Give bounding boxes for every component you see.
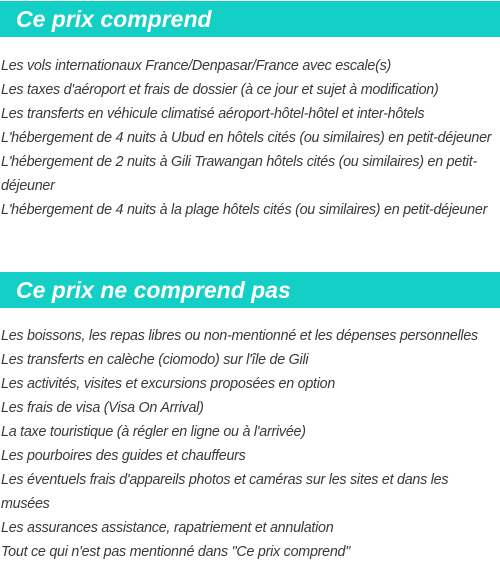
list-item: Les activités, visites et excursions proposées en option — [1, 376, 336, 392]
list-item: L'hébergement de 4 nuits à Ubud en hôtels cités (ou similaires) en petit-déjeuner — [1, 130, 492, 146]
excludes-section-title: Ce prix ne comprend pas — [0, 272, 500, 308]
list-item: Les frais de visa (Visa On Arrival) — [1, 400, 204, 416]
list-item: Les éventuels frais d'appareils photos et caméras sur les sites et dans les musées — [1, 472, 449, 512]
list-item: L'hébergement de 4 nuits à la plage hôtels cités (ou similaires) en petit-déjeuner — [1, 202, 488, 218]
list-item: Les transferts en calèche (ciomodo) sur l'île de Gili — [1, 352, 309, 368]
list-item: Tout ce qui n'est pas mentionné dans "Ce prix comprend" — [1, 544, 351, 560]
list-item: Les taxes d'aéroport et frais de dossier (à ce jour et sujet à modification) — [1, 82, 439, 98]
list-item: Les assurances assistance, rapatriement et annulation — [1, 520, 334, 536]
includes-section-title: Ce prix comprend — [0, 1, 500, 37]
list-item: Les pourboires des guides et chauffeurs — [1, 448, 246, 464]
excludes-list — [0, 324, 500, 564]
list-item: La taxe touristique (à régler en ligne ou à l'arrivée) — [1, 424, 306, 440]
list-item: Les transferts en véhicule climatisé aéroport-hôtel-hôtel et inter-hôtels — [1, 106, 425, 122]
includes-list — [0, 54, 500, 222]
list-item: Les boissons, les repas libres ou non-mentionné et les dépenses personnelles — [1, 328, 478, 344]
list-item: Les vols internationaux France/Denpasar/France avec escale(s) — [1, 58, 392, 74]
list-item: L'hébergement de 2 nuits à Gili Trawangan hôtels cités (ou similaires) en petit-déjeuner — [1, 154, 477, 194]
